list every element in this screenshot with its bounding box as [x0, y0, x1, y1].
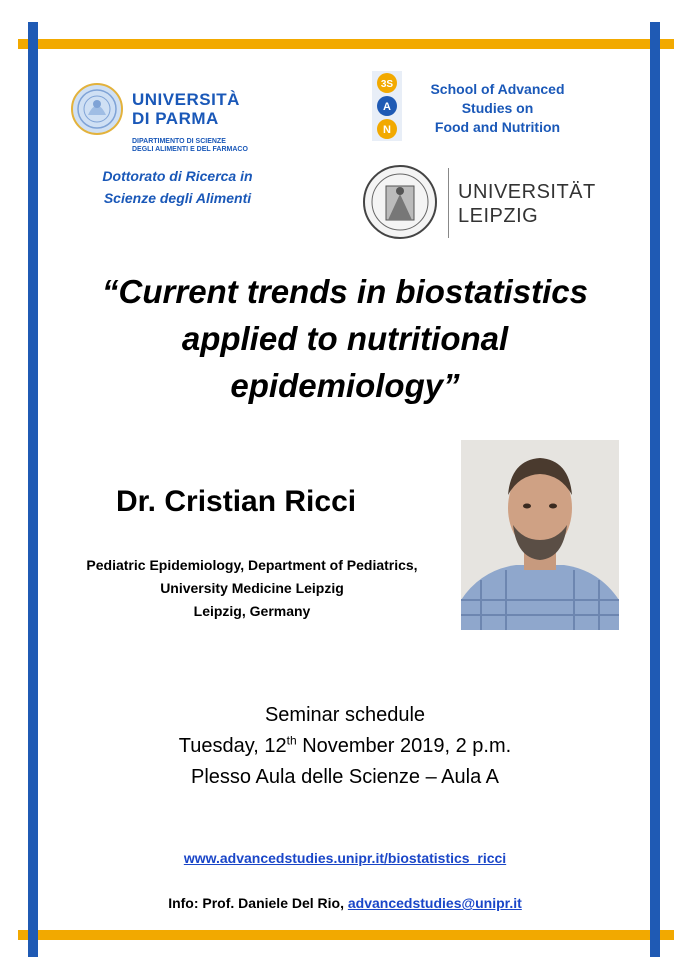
title-line2: applied to nutritional	[181, 320, 509, 357]
leipzig-name	[458, 180, 596, 228]
affiliation-line3: Leipzig, Germany	[193, 603, 311, 619]
title-line1: “Current trends in biostatistics	[102, 273, 588, 310]
frame-right-bar	[650, 22, 660, 957]
san-logo-icon	[372, 71, 402, 141]
leipzig-line1: UNIVERSITÄT	[458, 181, 596, 203]
parma-name-line2: DI PARMA	[132, 109, 219, 128]
affiliation-line1: Pediatric Epidemiology, Department of Pediatrics,	[86, 557, 418, 573]
parma-dept-line2: DEGLI ALIMENTI E DEL FARMACO	[132, 146, 248, 153]
affiliation-line2: University Medicine Leipzig	[160, 580, 344, 596]
email-link[interactable]: advancedstudies@unipr.it	[347, 895, 522, 911]
university-parma-seal-icon	[70, 82, 124, 136]
schedule-location: Plesso Aula delle Scienze – Aula A	[191, 766, 499, 788]
date-prefix: Tuesday, 12	[178, 735, 287, 757]
speaker-affiliation	[42, 554, 462, 623]
seminar-schedule	[40, 700, 650, 793]
san-line3: Food and Nutrition	[434, 119, 561, 135]
speaker-name: Dr. Cristian Ricci	[116, 485, 357, 518]
speaker-photo	[461, 440, 619, 630]
date-superscript: th	[286, 733, 297, 748]
leipzig-line2: LEIPZIG	[458, 205, 539, 227]
parma-dept-line1: DIPARTIMENTO DI SCIENZE	[132, 138, 226, 145]
university-leipzig-seal-icon	[362, 164, 438, 240]
parma-name	[132, 90, 240, 128]
frame-top-bar	[18, 39, 674, 49]
frame-bottom-bar	[18, 930, 674, 940]
info-line	[40, 895, 650, 911]
schedule-date	[40, 731, 650, 762]
date-suffix: November 2019, 2 p.m.	[296, 735, 512, 757]
info-prefix: Info: Prof. Daniele Del Rio,	[168, 895, 348, 911]
doctorate-line2: Scienze degli Alimenti	[103, 190, 252, 206]
doctorate-line1: Dottorato di Ricerca in	[102, 168, 253, 184]
san-badge-letter: N	[383, 124, 391, 136]
parma-name-line1: UNIVERSITÀ	[132, 90, 240, 109]
san-badge-letter: 3S	[380, 79, 394, 90]
seminar-url-link[interactable]: www.advancedstudies.unipr.it/biostatistics_ricci	[183, 850, 507, 866]
doctorate-program	[80, 165, 275, 209]
schedule-heading: Seminar schedule	[264, 704, 426, 726]
frame-left-bar	[28, 22, 38, 957]
san-badge-letter: A	[383, 101, 391, 113]
san-line1: School of Advanced	[430, 81, 565, 97]
san-line2: Studies on	[461, 100, 534, 116]
seminar-title	[40, 268, 650, 409]
title-line3: epidemiology”	[230, 367, 460, 404]
leipzig-divider	[448, 168, 449, 238]
parma-department	[132, 138, 272, 154]
san-name	[410, 80, 585, 137]
